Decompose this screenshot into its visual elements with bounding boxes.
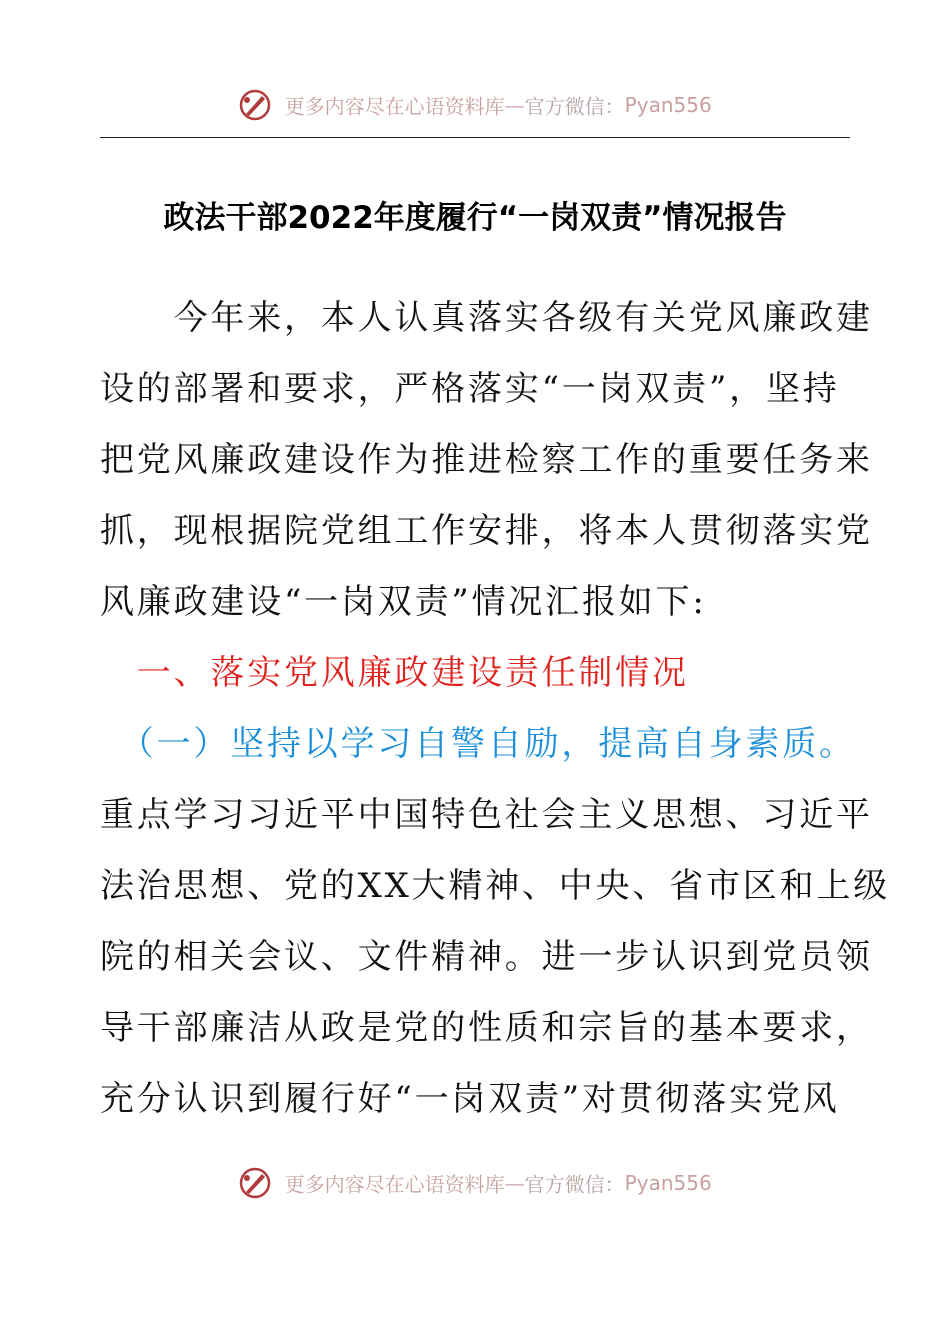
watermark-separator: — [504, 93, 525, 117]
paragraph-line: 风廉政建设“一岗双责”情况汇报如下: [100, 582, 707, 622]
footer-watermark [0, 1166, 950, 1200]
watermark-wechat-label: 官方微信： [524, 94, 625, 119]
paragraph-line: 导干部廉洁从政是党的性质和宗旨的基本要求， [100, 1008, 873, 1048]
paragraph-line: 院的相关会议、文件精神。进一步认识到党员领 [100, 937, 873, 977]
subsection-heading-1: （一）坚持以学习自警自励，提高自身素质。 [100, 724, 856, 764]
paragraph-line: 充分认识到履行好“一岗双责”对贯彻落实党风 [100, 1079, 840, 1119]
paragraph-line: 把党风廉政建设作为推进检察工作的重要任务来 [100, 440, 873, 480]
watermark-separator: — [504, 1171, 525, 1195]
header-watermark [0, 88, 950, 122]
watermark-wechat-label: 官方微信： [524, 1172, 625, 1197]
paragraph-line: 法治思想、党的XX大精神、中央、省市区和上级 [100, 866, 891, 906]
document-title: 政法干部2022年度履行“一岗双责”情况报告 [163, 200, 787, 236]
watermark-id: Pyan556 [624, 93, 712, 117]
paragraph-line: 设的部署和要求，严格落实“一岗双责”，坚持 [100, 369, 840, 409]
section-heading-1: 一、落实党风廉政建设责任制情况 [100, 653, 689, 693]
paragraph-line: 抓，现根据院党组工作安排，将本人贯彻落实党 [100, 511, 873, 551]
watermark-text: 更多内容尽在心语资料库 [284, 94, 505, 119]
paragraph-line: 今年来，本人认真落实各级有关党风廉政建 [100, 298, 873, 338]
header-divider [100, 137, 850, 138]
pen-logo-icon [238, 88, 272, 122]
paragraph-line: 重点学习习近平中国特色社会主义思想、习近平 [100, 795, 873, 835]
watermark-text: 更多内容尽在心语资料库 [284, 1172, 505, 1197]
pen-logo-icon [238, 1166, 272, 1200]
watermark-id: Pyan556 [624, 1171, 712, 1195]
